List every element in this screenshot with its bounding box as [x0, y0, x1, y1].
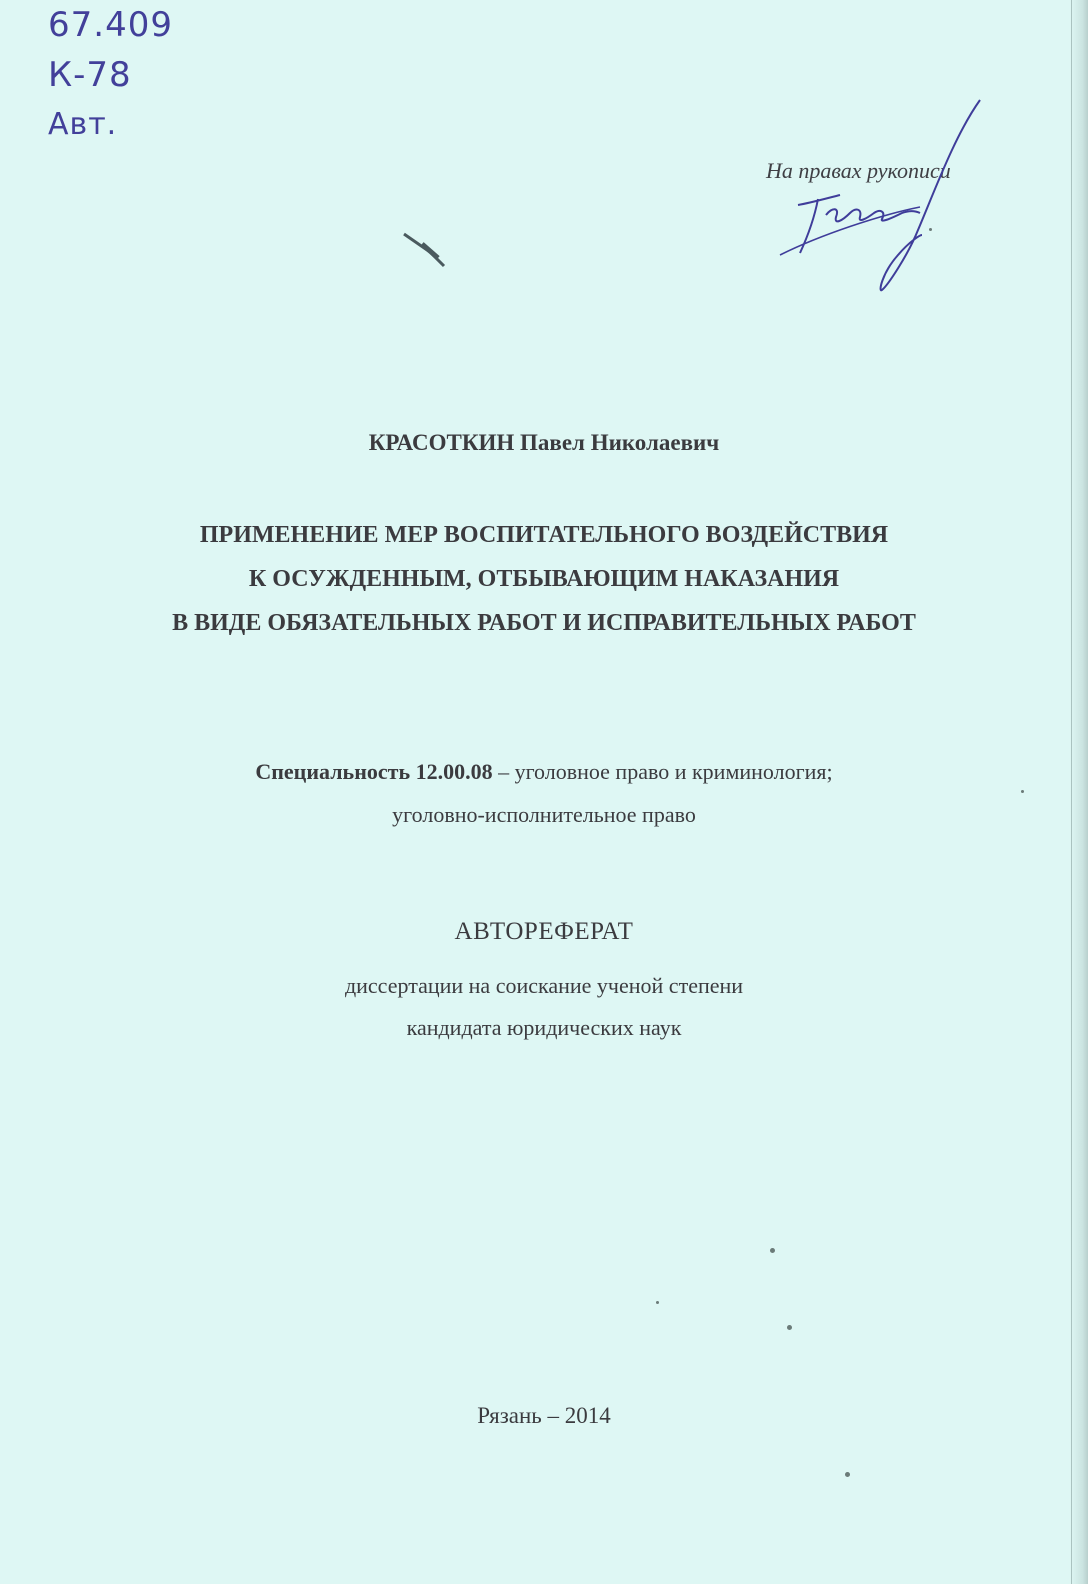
specialty-block [0, 750, 1088, 836]
dust-speck [845, 1472, 850, 1477]
degree-line: диссертации на соискание ученой степени [344, 973, 744, 998]
manuscript-rights-note: На правах рукописи [766, 158, 951, 183]
specialty-description: – уголовное право и криминология; [492, 759, 833, 784]
title-line: В ВИДЕ ОБЯЗАТЕЛЬНЫХ РАБОТ И ИСПРАВИТЕЛЬНЫХ РАБОТ [172, 610, 916, 636]
title-line: К ОСУЖДЕННЫМ, ОТБЫВАЮЩИМ НАКАЗАНИЯ [248, 566, 840, 592]
handwritten-abbreviation: Авт. [48, 107, 118, 142]
degree-line: кандидата юридических наук [406, 1015, 682, 1040]
city-year: Рязань – 2014 [477, 1403, 611, 1428]
dust-speck [929, 228, 932, 231]
dust-speck [770, 1248, 775, 1253]
abstract-heading: АВТОРЕФЕРАТ [454, 918, 634, 945]
specialty-code: Специальность 12.00.08 [255, 759, 493, 784]
dust-speck [787, 1325, 792, 1330]
specialty-line-2: уголовно-исполнительное право [392, 802, 696, 827]
title-line: ПРИМЕНЕНИЕ МЕР ВОСПИТАТЕЛЬНОГО ВОЗДЕЙСТВИЯ [199, 522, 889, 548]
dust-speck [656, 1301, 659, 1304]
handwritten-author-mark: К-78 [48, 55, 132, 95]
dissertation-title [0, 513, 1088, 645]
degree-statement [0, 965, 1088, 1049]
author-name: КРАСОТКИН Павел Николаевич [368, 430, 720, 455]
ink-scratch-mark [400, 228, 460, 272]
handwritten-classification-code: 67.409 [48, 5, 173, 45]
dust-speck [1021, 790, 1024, 793]
author-signature [770, 95, 1010, 305]
specialty-line [0, 750, 1088, 793]
